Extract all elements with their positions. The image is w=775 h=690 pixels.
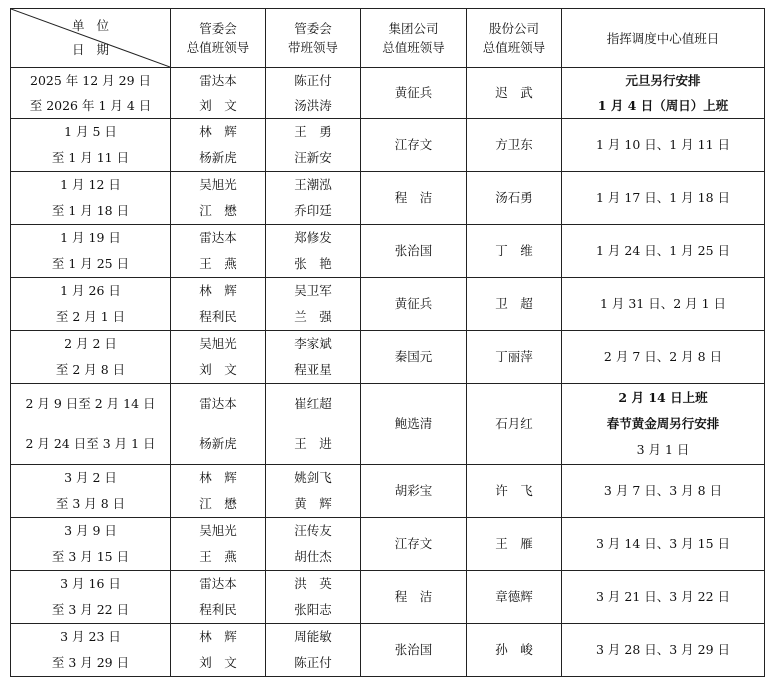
- table-row: [11, 384, 765, 465]
- gwh-shift-leader-cell: [266, 119, 361, 172]
- gwh-total-leader-cell-line: 江 懋: [199, 496, 237, 511]
- date-range-cell: [11, 225, 171, 278]
- gwh-total-leader-cell-line: 雷达本: [199, 230, 237, 245]
- date-range-cell-line: 1 月 19 日: [60, 230, 121, 245]
- date-range-cell-line: 1 月 12 日: [60, 177, 121, 192]
- share-company-leader-cell: 王 雁: [467, 518, 562, 571]
- date-range-cell-line: 至 3 月 22 日: [51, 602, 130, 617]
- date-range-cell: [11, 331, 171, 384]
- dispatch-duty-day-cell: 1 月 24 日、1 月 25 日: [562, 225, 765, 278]
- table-row: [11, 172, 765, 225]
- date-range-cell: [11, 384, 171, 465]
- dispatch-duty-day-cell-line: 春节黄金周另行安排: [606, 416, 720, 431]
- share-company-leader-cell: 汤石勇: [467, 172, 562, 225]
- dispatch-duty-day-cell: 1 月 10 日、1 月 11 日: [562, 119, 765, 172]
- date-range-cell-line: 至 3 月 15 日: [51, 549, 130, 564]
- date-range-cell-line: 1 月 5 日: [64, 124, 117, 139]
- gwh-shift-leader-cell-line: 兰 强: [294, 309, 332, 324]
- gwh-total-leader-cell: [171, 518, 266, 571]
- gwh-shift-leader-cell-line: 李家斌: [294, 336, 332, 351]
- date-range-cell: [11, 465, 171, 518]
- date-range-cell-line: 2 月 2 日: [64, 336, 117, 351]
- corner-header-cell: [11, 9, 171, 68]
- gwh-total-leader-cell: [171, 624, 266, 677]
- table-row: [11, 278, 765, 331]
- date-range-cell-line: 2 月 24 日至 3 月 1 日: [25, 436, 156, 451]
- table-row: [11, 518, 765, 571]
- gwh-total-leader-cell-line: 吴旭光: [199, 177, 237, 192]
- date-range-cell-line: 3 月 9 日: [64, 523, 117, 538]
- group-company-leader-cell: 黄征兵: [361, 278, 467, 331]
- gwh-shift-leader-cell-line: 吴卫军: [294, 283, 332, 298]
- gwh-total-leader-cell: [171, 465, 266, 518]
- date-range-cell: [11, 278, 171, 331]
- gwh-shift-leader-cell-line: 王 勇: [294, 124, 332, 139]
- gwh-total-leader-cell-line: 林 辉: [199, 629, 237, 644]
- share-company-leader-cell: 方卫东: [467, 119, 562, 172]
- corner-date-label: 日期: [71, 42, 121, 57]
- gwh-shift-leader-cell-line: 姚剑飞: [294, 470, 332, 485]
- share-company-leader-cell: 许 飞: [467, 465, 562, 518]
- gwh-shift-leader-cell: [266, 571, 361, 624]
- dispatch-duty-day-cell: 2 月 7 日、2 月 8 日: [562, 331, 765, 384]
- gwh-total-leader-cell-line: 林 辉: [199, 470, 237, 485]
- header-gwh-total-leader: 管委会 总值班领导: [171, 9, 266, 68]
- gwh-shift-leader-cell-line: 胡仕杰: [294, 549, 332, 564]
- header-gwh-shift-leader: 管委会 带班领导: [266, 9, 361, 68]
- dispatch-duty-day-cell: 3 月 28 日、3 月 29 日: [562, 624, 765, 677]
- header-share-company-leader: 股份公司 总值班领导: [467, 9, 562, 68]
- table-row: [11, 624, 765, 677]
- group-company-leader-cell: 江存文: [361, 518, 467, 571]
- gwh-total-leader-cell-line: 王 燕: [199, 256, 237, 271]
- group-company-leader-cell: 程 洁: [361, 172, 467, 225]
- dispatch-duty-day-cell: 1 月 17 日、1 月 18 日: [562, 172, 765, 225]
- share-company-leader-cell: 丁丽萍: [467, 331, 562, 384]
- date-range-cell-line: 3 月 23 日: [60, 629, 121, 644]
- date-range-cell-line: 至 1 月 11 日: [51, 150, 130, 165]
- gwh-total-leader-cell-line: 程利民: [199, 602, 237, 617]
- gwh-shift-leader-cell: [266, 465, 361, 518]
- table-row: [11, 331, 765, 384]
- date-range-cell-line: 至 2 月 8 日: [55, 362, 126, 377]
- share-company-leader-cell: 卫 超: [467, 278, 562, 331]
- table-row: [11, 119, 765, 172]
- gwh-shift-leader-cell-line: 洪 英: [294, 576, 332, 591]
- share-company-leader-cell: 章德辉: [467, 571, 562, 624]
- date-range-cell: [11, 68, 171, 119]
- dispatch-duty-day-cell: [562, 384, 765, 465]
- gwh-shift-leader-cell-line: 陈正付: [294, 73, 332, 88]
- dispatch-duty-day-cell-line: 2 月 14 日上班: [618, 390, 708, 405]
- gwh-shift-leader-cell-line: 汤洪涛: [294, 98, 332, 113]
- gwh-total-leader-cell-line: 林 辉: [199, 283, 237, 298]
- date-range-cell: [11, 624, 171, 677]
- table-row: [11, 68, 765, 119]
- gwh-shift-leader-cell: [266, 68, 361, 119]
- date-range-cell-line: 2025 年 12 月 29 日: [30, 73, 151, 88]
- gwh-total-leader-cell-line: 王 燕: [199, 549, 237, 564]
- date-range-cell-line: 3 月 2 日: [64, 470, 117, 485]
- gwh-shift-leader-cell-line: 周能敏: [294, 629, 332, 644]
- gwh-total-leader-cell: [171, 384, 266, 465]
- gwh-total-leader-cell-line: 刘 文: [199, 655, 237, 670]
- gwh-shift-leader-cell-line: 王 进: [294, 436, 332, 451]
- gwh-shift-leader-cell-line: 王潮泓: [294, 177, 332, 192]
- gwh-total-leader-cell: [171, 278, 266, 331]
- gwh-shift-leader-cell-line: 郑修发: [294, 230, 332, 245]
- group-company-leader-cell: 鲍选清: [361, 384, 467, 465]
- gwh-shift-leader-cell-line: 张 艳: [294, 256, 332, 271]
- dispatch-duty-day-cell: 3 月 21 日、3 月 22 日: [562, 571, 765, 624]
- gwh-total-leader-cell-line: 吴旭光: [199, 523, 237, 538]
- gwh-total-leader-cell-line: 林 辉: [199, 124, 237, 139]
- gwh-shift-leader-cell: [266, 384, 361, 465]
- gwh-total-leader-cell-line: 程利民: [199, 309, 237, 324]
- gwh-shift-leader-cell-line: 黄 辉: [294, 496, 332, 511]
- header-group-company-leader: 集团公司 总值班领导: [361, 9, 467, 68]
- dispatch-duty-day-cell-line: 3 月 1 日: [636, 442, 690, 457]
- gwh-shift-leader-cell-line: 乔印廷: [294, 203, 332, 218]
- dispatch-duty-day-cell: 1 月 31 日、2 月 1 日: [562, 278, 765, 331]
- date-range-cell-line: 至 3 月 8 日: [55, 496, 126, 511]
- gwh-shift-leader-cell: [266, 518, 361, 571]
- gwh-shift-leader-cell: [266, 624, 361, 677]
- group-company-leader-cell: 胡彩宝: [361, 465, 467, 518]
- gwh-total-leader-cell-line: 雷达本: [199, 396, 237, 411]
- date-range-cell-line: 3 月 16 日: [60, 576, 121, 591]
- corner-unit-label: 单位: [71, 18, 121, 33]
- table-row: [11, 571, 765, 624]
- gwh-total-leader-cell: [171, 331, 266, 384]
- header-dispatch-center-duty-day: 指挥调度中心值班日: [562, 9, 765, 68]
- gwh-total-leader-cell: [171, 119, 266, 172]
- group-company-leader-cell: 张治国: [361, 624, 467, 677]
- gwh-shift-leader-cell: [266, 331, 361, 384]
- dispatch-duty-day-cell-line: 1 月 4 日（周日）上班: [597, 98, 729, 113]
- duty-schedule-sheet: [10, 8, 764, 677]
- dispatch-duty-day-cell: 3 月 7 日、3 月 8 日: [562, 465, 765, 518]
- group-company-leader-cell: 张治国: [361, 225, 467, 278]
- dispatch-duty-day-cell: 3 月 14 日、3 月 15 日: [562, 518, 765, 571]
- gwh-shift-leader-cell-line: 陈正付: [294, 655, 332, 670]
- date-range-cell-line: 1 月 26 日: [60, 283, 121, 298]
- group-company-leader-cell: 黄征兵: [361, 68, 467, 119]
- gwh-total-leader-cell-line: 杨新虎: [199, 150, 237, 165]
- date-range-cell: [11, 119, 171, 172]
- gwh-total-leader-cell: [171, 68, 266, 119]
- gwh-total-leader-cell: [171, 172, 266, 225]
- share-company-leader-cell: 迟 武: [467, 68, 562, 119]
- gwh-total-leader-cell-line: 江 懋: [199, 203, 237, 218]
- gwh-shift-leader-cell: [266, 225, 361, 278]
- share-company-leader-cell: 石月红: [467, 384, 562, 465]
- gwh-total-leader-cell-line: 杨新虎: [199, 436, 237, 451]
- share-company-leader-cell: 孙 峻: [467, 624, 562, 677]
- group-company-leader-cell: 江存文: [361, 119, 467, 172]
- table-row: [11, 465, 765, 518]
- gwh-shift-leader-cell: [266, 278, 361, 331]
- table-row: [11, 225, 765, 278]
- gwh-total-leader-cell-line: 吴旭光: [199, 336, 237, 351]
- group-company-leader-cell: 秦国元: [361, 331, 467, 384]
- gwh-total-leader-cell-line: 刘 文: [199, 362, 237, 377]
- duty-schedule-table: [10, 8, 765, 677]
- date-range-cell-line: 至 2026 年 1 月 4 日: [29, 98, 152, 113]
- date-range-cell: [11, 571, 171, 624]
- gwh-shift-leader-cell: [266, 172, 361, 225]
- gwh-shift-leader-cell-line: 程亚星: [294, 362, 332, 377]
- gwh-shift-leader-cell-line: 崔红超: [294, 396, 332, 411]
- date-range-cell: [11, 172, 171, 225]
- gwh-total-leader-cell-line: 刘 文: [199, 98, 237, 113]
- gwh-total-leader-cell-line: 雷达本: [199, 73, 237, 88]
- gwh-shift-leader-cell-line: 张阳志: [294, 602, 332, 617]
- gwh-total-leader-cell: [171, 571, 266, 624]
- gwh-shift-leader-cell-line: 汪新安: [294, 150, 332, 165]
- date-range-cell-line: 至 1 月 18 日: [51, 203, 130, 218]
- gwh-total-leader-cell-line: 雷达本: [199, 576, 237, 591]
- date-range-cell-line: 至 1 月 25 日: [51, 256, 130, 271]
- gwh-shift-leader-cell-line: 汪传友: [294, 523, 332, 538]
- date-range-cell-line: 至 2 月 1 日: [55, 309, 126, 324]
- dispatch-duty-day-cell-line: 元旦另行安排: [625, 73, 701, 88]
- header-row: [11, 9, 765, 68]
- date-range-cell: [11, 518, 171, 571]
- dispatch-duty-day-cell: [562, 68, 765, 119]
- group-company-leader-cell: 程 洁: [361, 571, 467, 624]
- date-range-cell-line: 2 月 9 日至 2 月 14 日: [25, 396, 156, 411]
- share-company-leader-cell: 丁 维: [467, 225, 562, 278]
- gwh-total-leader-cell: [171, 225, 266, 278]
- date-range-cell-line: 至 3 月 29 日: [51, 655, 130, 670]
